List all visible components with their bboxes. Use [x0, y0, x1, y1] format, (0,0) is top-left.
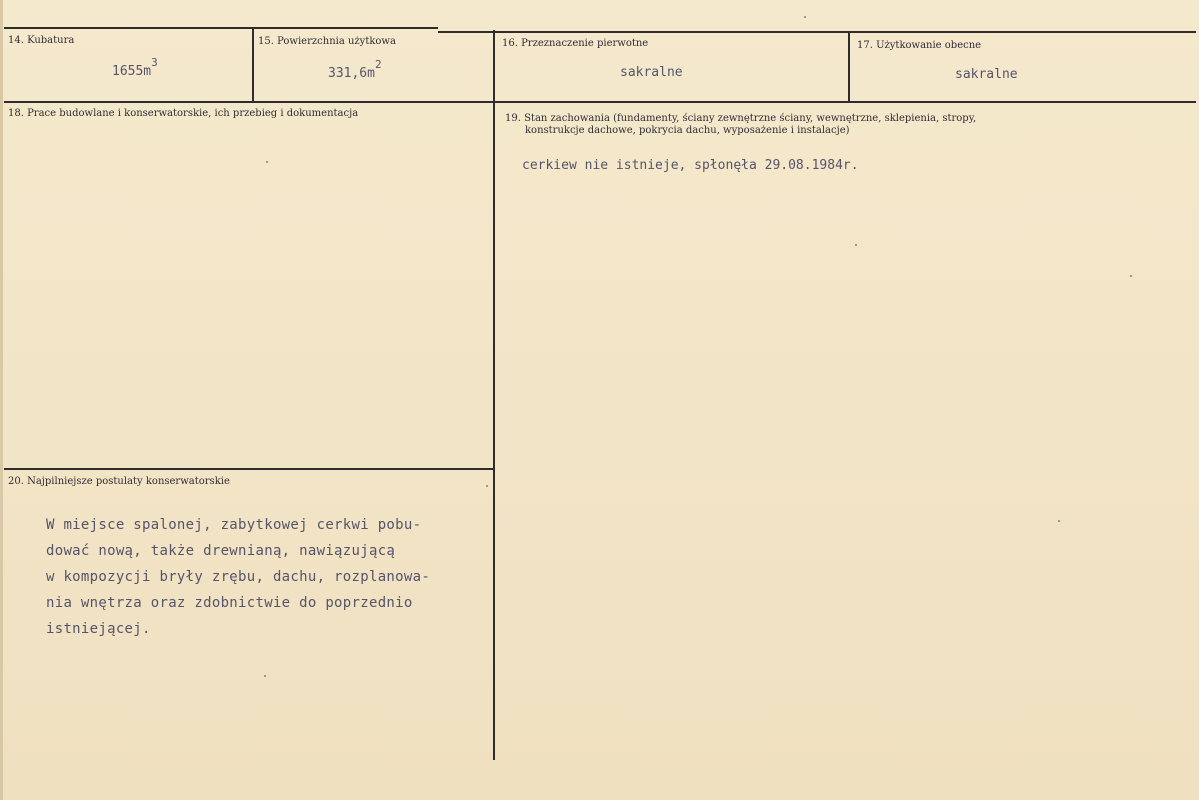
paper-speck [1130, 275, 1132, 277]
field-20-text [46, 512, 430, 642]
paper-speck [264, 675, 266, 677]
volume-value: 1655m [112, 64, 152, 79]
paper-speck [266, 161, 268, 163]
field-17-label: 17. Użytkowanie obecne [857, 40, 982, 51]
field-20-label: 20. Najpilniejsze postulaty konserwatorskie [8, 476, 230, 487]
field-16-label: 16. Przeznaczenie pierwotne [502, 38, 649, 49]
field-19-value: cerkiew nie istnieje, spłonęła 29.08.1984r. [522, 158, 859, 173]
card-edge [0, 0, 3, 800]
field-20-line: istniejącej. [46, 621, 151, 637]
field-20-line: w kompozycji bryły zrębu, dachu, rozplanowa- [46, 569, 431, 585]
paper-speck [1058, 520, 1060, 522]
field-14-label: 14. Kubatura [8, 35, 75, 46]
paper-speck [804, 16, 806, 18]
divider-15-16 [493, 30, 495, 760]
volume-exponent: 3 [151, 56, 158, 69]
section20-top-rule [4, 468, 494, 470]
area-value: 331,6m [328, 66, 375, 81]
paper-speck [486, 485, 488, 487]
field-20-line: W miejsce spalonej, zabytkowej cerkwi pobu- [46, 517, 422, 533]
divider-14-15 [252, 27, 254, 102]
field-18-label: 18. Prace budowlane i konserwatorskie, ich przebieg i dokumentacja [8, 108, 359, 119]
field-15-label: 15. Powierzchnia użytkowa [258, 36, 396, 47]
row1-bottom-rule [4, 101, 1196, 103]
top-rule [4, 27, 438, 29]
field-15-value [328, 58, 382, 81]
field-19-label-line2: konstrukcje dachowe, pokrycia dachu, wyposażenie i instalacje) [525, 125, 850, 136]
field-20-line: nia wnętrza oraz zdobnictwie do poprzednio [46, 595, 413, 611]
divider-16-17 [848, 31, 850, 103]
top-rule-right [438, 31, 1196, 33]
area-exponent: 2 [374, 58, 382, 71]
field-19-label-line1: 19. Stan zachowania (fundamenty, ściany zewnętrzne ściany, wewnętrzne, sklepienia, stropy, [505, 113, 977, 124]
field-20-line: dować nową, także drewnianą, nawiązującą [46, 543, 396, 559]
field-17-value: sakralne [955, 67, 1018, 82]
field-16-value: sakralne [620, 65, 683, 80]
paper-speck [855, 244, 857, 246]
field-14-value [112, 56, 158, 79]
